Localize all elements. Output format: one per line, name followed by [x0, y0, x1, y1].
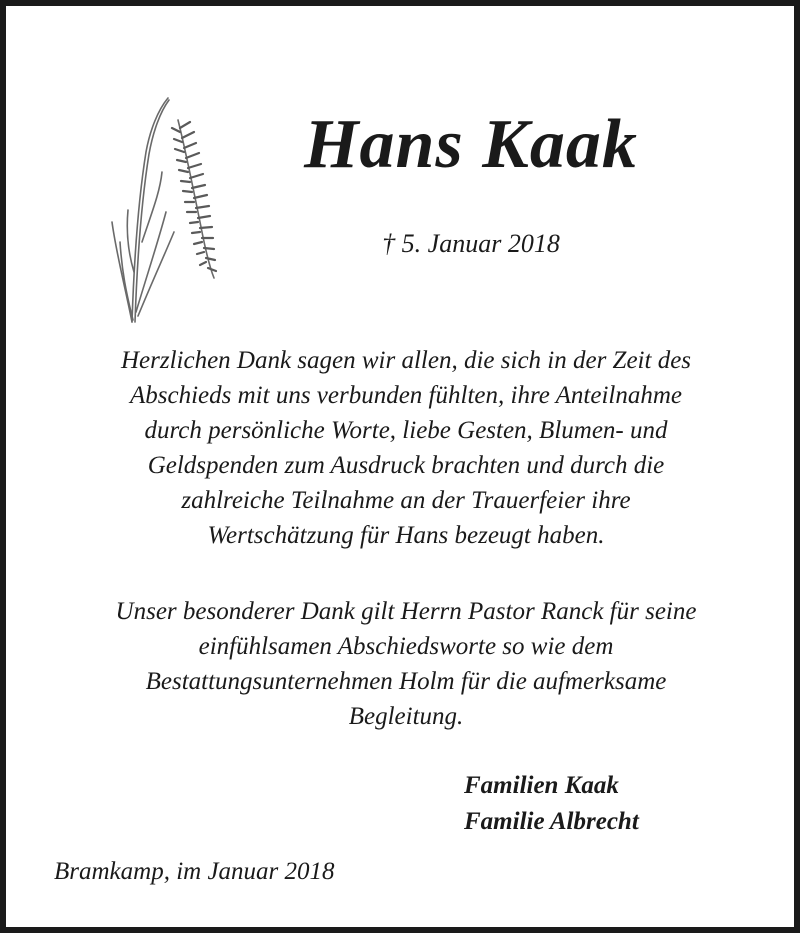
deceased-name: Hans Kaak	[304, 106, 638, 183]
text-line: einfühlsamen Abschiedsworte so wie dem	[198, 633, 614, 660]
text-line: Herzlichen Dank sagen wir allen, die sich in der Zeit des	[120, 347, 692, 374]
signatories	[464, 768, 639, 840]
special-thanks-paragraph	[46, 594, 766, 734]
text-line: Unser besonderer Dank gilt Herrn Pastor Ranck für seine	[115, 598, 697, 625]
thanks-paragraph	[46, 343, 766, 553]
text-line: Bestattungsunternehmen Holm für die aufmerksame	[145, 668, 667, 695]
text-line: Wertschätzung für Hans bezeugt haben.	[207, 522, 605, 549]
text-line: durch persönliche Worte, liebe Gesten, Blumen- und	[144, 417, 668, 444]
place-and-date: Bramkamp, im Januar 2018	[54, 858, 335, 885]
text-line: Geldspenden zum Ausdruck brachten und durch die	[147, 452, 665, 479]
grass-ear-icon	[102, 92, 232, 326]
death-date: † 5. Januar 2018	[382, 229, 560, 258]
signatory: Familien Kaak	[464, 772, 619, 799]
text-line: Begleitung.	[348, 703, 464, 730]
text-line: Abschieds mit uns verbunden fühlten, ihre Anteilnahme	[130, 382, 682, 409]
text-line: zahlreiche Teilnahme an der Trauerfeier ihre	[181, 487, 631, 514]
signatory: Familie Albrecht	[464, 808, 639, 835]
